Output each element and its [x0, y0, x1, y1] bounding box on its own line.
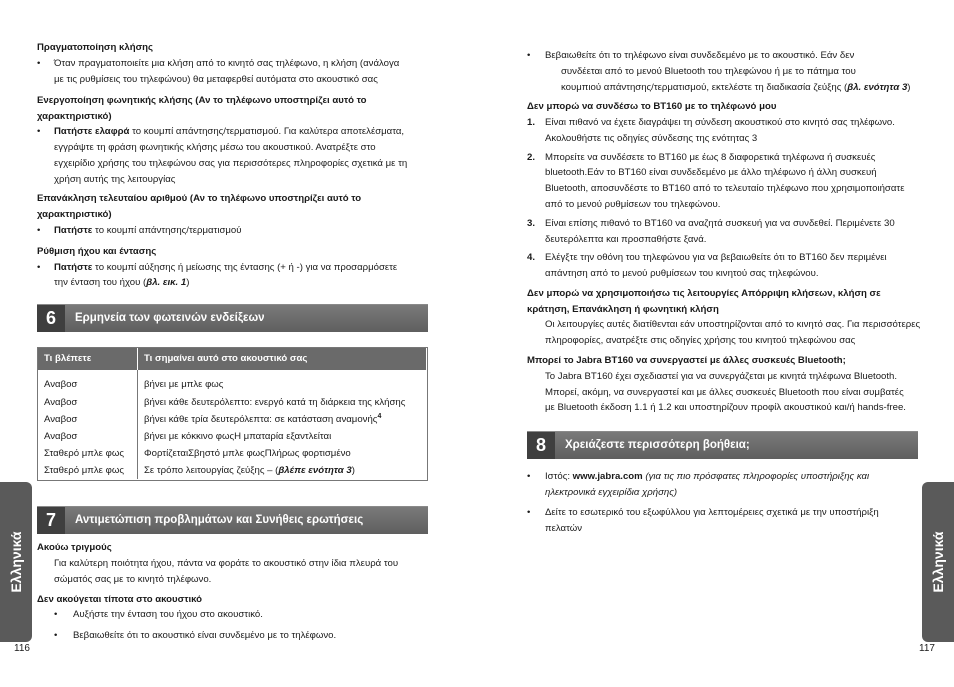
section-header-7: [37, 506, 428, 534]
heading-cannot-use-features: Δεν μπορώ να χρησιμοποιήσω τις λειτουργίες Απόρριψη κλήσεων, κλήση σε: [527, 288, 881, 299]
text-line: Οι λειτουργίες αυτές διατίθενται εάν υποστηρίζονται από το κινητό σας. Για περισσότερες: [545, 319, 921, 330]
bullet: •: [54, 609, 58, 620]
bullet: •: [54, 630, 58, 641]
text-line: απάντηση από το μενού ρυθμίσεων του κινητού σας τηλεφώνου.: [545, 268, 819, 279]
text-line: ηλεκτρονικά εγχειρίδια χρήσης): [545, 487, 678, 498]
heading-no-sound: Δεν ακούγεται τίποτα στο ακουστικό: [37, 594, 203, 605]
text-line: Μπορεί, ακόμη, να συνεργαστεί και με άλλες συσκευές Bluetooth που είναι συμβατές: [545, 387, 904, 398]
language-tab-label: Ελληνικά: [930, 531, 946, 593]
text-line: με Bluetooth έκδοση 1.1 ή 1.2 και υποστηρίζουν προφίλ ακουστικού και/ή hands-free.: [545, 402, 906, 413]
list-number: 2.: [527, 152, 536, 163]
text-line: Δείτε το εσωτερικό του εξωφύλλου για λεπτομέρειες σχετικά με την υποστήριξη: [545, 507, 879, 518]
bullet: •: [37, 126, 41, 137]
list-number: 3.: [527, 218, 536, 229]
text-line: Βεβαιωθείτε ότι το τηλέφωνο είναι συνδεδεμένο με το ακουστικό. Εάν δεν: [545, 50, 855, 61]
heading-voice-dial: Ενεργοποίηση φωνητικής κλήσης (Αν το τηλέφωνο υποστηρίζει αυτό το: [37, 95, 367, 106]
list-number: 4.: [527, 252, 536, 263]
heading-cannot-connect: Δεν μπορώ να συνδέσω το BT160 με το τηλέφωνό μου: [527, 101, 777, 112]
table-row: [38, 370, 427, 394]
bullet: •: [37, 262, 41, 273]
section-header-6: [37, 304, 428, 332]
text-line: συνδέεται από το μενού Bluetooth του τηλεφώνου ή με το πάτημα του: [561, 66, 856, 77]
table-header: Τι σημαίνει αυτό στο ακουστικό σας: [138, 348, 427, 370]
table-cell: βήνει με κόκκινο φωςΗ μπαταρία εξαντλείται: [144, 430, 332, 442]
table-cell: βήνει κάθε τρία δευτερόλεπτα: σε κατάσταση αναμονής$^4$: [144, 412, 382, 425]
table-cell: βήνει με μπλε φως: [144, 379, 224, 390]
list-number: 1.: [527, 117, 536, 128]
section-title: Ερμηνεία των φωτεινών ενδείξεων: [75, 312, 265, 324]
text-line: Ελέγξτε την οθόνη του τηλεφώνου για να βεβαιωθείτε ότι το BT160 δεν περιμένει: [545, 252, 887, 263]
table-row: [38, 411, 427, 428]
text-line: δευτερόλεπτα και προσπαθήστε ξανά.: [545, 234, 707, 245]
bullet: •: [527, 471, 531, 482]
page-number: 116: [14, 643, 30, 654]
table-row: [38, 428, 427, 445]
text-line: Μπορείτε να συνδέσετε το BT160 με έως 8 διαφορετικά τηλέφωνα ή συσκευές: [545, 152, 876, 163]
text-line: Ακολουθήστε τις οδηγίες σύνδεσης της ενότητας 3: [545, 133, 758, 144]
text-line: Ιστός: www.jabra.com (για τις πιο πρόσφατες πληροφορίες υποστήριξης και: [545, 471, 870, 482]
text-line: με τις ρυθμίσεις του τηλεφώνου) θα μεταφερθεί αυτόματα στο ακουστικό σας: [54, 74, 378, 85]
section-header-8: [527, 431, 918, 459]
section-number: 7: [37, 507, 65, 534]
heading-other-devices: Μπορεί το Jabra BT160 να συνεργαστεί με άλλες συσκευές Bluetooth;: [527, 355, 846, 366]
bullet: •: [527, 507, 531, 518]
section-number: 6: [37, 305, 65, 332]
bullet: •: [37, 225, 41, 236]
table-row: [38, 462, 427, 479]
table-cell: Σταθερό μπλε φως: [38, 462, 138, 479]
text-line: Πατήστε το κουμπί απάντησης/τερματισμού: [54, 225, 242, 236]
page-number: 117: [919, 643, 935, 654]
table-header: Τι βλέπετε: [38, 348, 138, 370]
text-line: σώματός σας με το κινητό τηλέφωνο.: [54, 574, 212, 585]
table-cell: Αναβοσ: [38, 428, 138, 445]
heading-making-call: Πραγματοποίηση κλήσης: [37, 42, 153, 53]
heading-crackling: Ακούω τριγμούς: [37, 542, 112, 553]
text-line: κουμπιού απάντησης/τερματισμού, εκτελέστε τη διαδικασία ζεύξης (βλ. ενότητα 3): [561, 82, 911, 93]
text-line: εγχειρίδιο χρήσης του τηλεφώνου σας για περισσότερες πληροφορίες σχετικά με τη: [54, 158, 408, 169]
table-cell: Αναβοσ: [38, 370, 138, 394]
table-cell: ΦορτίζεταιΣβηστό μπλε φωςΠλήρως φορτισμένο: [144, 447, 351, 459]
text-line: πληροφορίες, ανατρέξτε στις οδηγίες χρήσης του κινητού τηλεφώνου σας: [545, 335, 856, 346]
table-cell: Αναβοσ: [38, 394, 138, 411]
text-line: Bluetooth, αποσυνδέστε το BT160 από το τελευταίο τηλέφωνο που χρησιμοποιήσατε: [545, 183, 905, 194]
bullet: •: [37, 58, 41, 69]
text-line: Πατήστε ελαφρά το κουμπί απάντησης/τερματισμού. Για καλύτερα αποτελέσματα,: [54, 126, 405, 137]
text-line: Είναι επίσης πιθανό το BT160 να αναζητά συσκευή για να συνδεθεί. Περιμένετε 30: [545, 218, 895, 229]
text-line: εγγράψτε τη φράση φωνητικής κλήσης μέσω του ακουστικού. Ανατρέξτε στο: [54, 142, 376, 153]
text-line: bluetooth.Εάν το BT160 είναι συνδεδεμένο με άλλο τηλέφωνο ή άλλη συσκευή: [545, 167, 877, 178]
section-title: Χρειάζεστε περισσότερη βοήθεια;: [565, 439, 750, 451]
text-line: Για καλύτερη ποιότητα ήχου, πάντα να φοράτε το ακουστικό στην ίδια πλευρά του: [54, 558, 399, 569]
right-page: [477, 0, 954, 687]
text-line: Όταν πραγματοποιείτε μια κλήση από το κινητό σας τηλέφωνο, η κλήση (ανάλογα: [54, 58, 400, 69]
jabra-link[interactable]: www.jabra.com: [572, 471, 643, 482]
heading-redial: Επανάκληση τελευταίου αριθμού (Αν το τηλέφωνο υποστηρίζει αυτό το: [37, 193, 362, 204]
heading-redial-2: χαρακτηριστικό): [37, 209, 112, 220]
heading-volume: Ρύθμιση ήχου και έντασης: [37, 246, 157, 257]
text-line: Πατήστε το κουμπί αύξησης ή μείωσης της έντασης (+ ή -) για να προσαρμόσετε: [54, 262, 398, 273]
table-cell: Σε τρόπο λειτουργίας ζεύξης – (βλέπε ενότητα 3): [144, 464, 355, 476]
table-row: [38, 394, 427, 411]
text-line: χρήση αυτής της λειτουργίας: [54, 174, 176, 185]
language-tab: [0, 482, 32, 642]
table-cell: Αναβοσ: [38, 411, 138, 428]
language-tab: [922, 482, 954, 642]
text-line: Αυξήστε την ένταση του ήχου στο ακουστικό.: [73, 609, 263, 620]
text-line: Βεβαιωθείτε ότι το ακουστικό είναι συνδεμένο με το τηλέφωνο.: [73, 630, 337, 641]
section-number: 8: [527, 432, 555, 459]
language-tab-label: Ελληνικά: [8, 531, 24, 593]
text-line: την ένταση του ήχου (βλ. εικ. 1): [54, 277, 190, 288]
section-title: Αντιμετώπιση προβλημάτων και Συνήθεις ερωτήσεις: [75, 514, 364, 526]
table-cell: βήνει κάθε δευτερόλεπτο: ενεργό κατά τη διάρκεια της κλήσης: [144, 396, 406, 408]
heading-voice-dial-2: χαρακτηριστικό): [37, 111, 112, 122]
table-cell: Σταθερό μπλε φως: [38, 445, 138, 462]
text-line: από το μενού ρυθμίσεων του τηλεφώνου.: [545, 199, 721, 210]
bullet: •: [527, 50, 531, 61]
table-row: [38, 445, 427, 462]
text-line: Είναι πιθανό να έχετε διαγράψει τη σύνδεση ακουστικού στο κινητό σας τηλέφωνο.: [545, 117, 895, 128]
text-line: πελατών: [545, 523, 583, 534]
heading-cannot-use-features-2: κράτηση, Επανάκληση ή φωνητική κλήση: [527, 304, 719, 315]
text-line: Το Jabra BT160 έχει σχεδιαστεί για να συνεργάζεται με κινητά τηλέφωνα Bluetooth.: [545, 371, 898, 382]
led-table: [38, 348, 427, 479]
